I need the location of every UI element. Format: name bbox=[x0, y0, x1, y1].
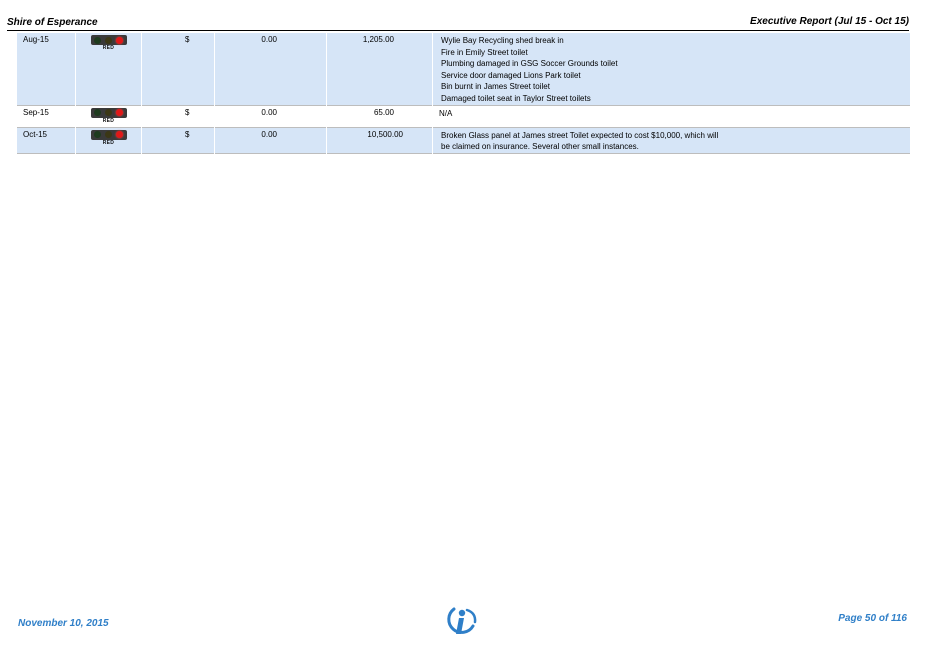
value1-cell: 0.00 bbox=[215, 105, 327, 127]
comment-line: be claimed on insurance. Several other small instances. bbox=[441, 142, 639, 152]
currency-cell: $ bbox=[142, 127, 215, 153]
comments-cell bbox=[433, 127, 911, 153]
currency-cell: $ bbox=[142, 105, 215, 127]
organisation-name: Shire of Esperance bbox=[7, 17, 98, 28]
comments-cell bbox=[433, 105, 911, 127]
status-cell bbox=[76, 127, 142, 153]
traffic-light-icon bbox=[91, 108, 127, 125]
traffic-light-icon bbox=[91, 35, 127, 52]
comment-line: Broken Glass panel at James street Toilet expected to cost $10,000, which will bbox=[441, 130, 719, 140]
footer-date: November 10, 2015 bbox=[18, 618, 109, 629]
value2-cell: 65.00 bbox=[327, 105, 433, 127]
status-label: RED bbox=[102, 45, 115, 51]
comment-line: Service door damaged Lions Park toilet bbox=[441, 70, 581, 80]
value2-cell: 1,205.00 bbox=[327, 33, 433, 105]
value1-cell: 0.00 bbox=[215, 33, 327, 105]
table-row bbox=[17, 127, 911, 153]
comment-line: Wylie Bay Recycling shed break in bbox=[441, 36, 564, 45]
comment-line: Fire in Emily Street toilet bbox=[441, 47, 528, 57]
comment-line: N/A bbox=[439, 108, 453, 118]
month-cell: Oct-15 bbox=[17, 127, 76, 153]
month-cell: Aug-15 bbox=[17, 33, 76, 105]
comment-line: Plumbing damaged in GSG Soccer Grounds toilet bbox=[441, 59, 618, 69]
table-row bbox=[17, 33, 911, 105]
comment-line: Damaged toilet seat in Taylor Street toilets bbox=[441, 93, 591, 103]
report-title: Executive Report (Jul 15 - Oct 15) bbox=[750, 16, 909, 27]
status-label: RED bbox=[102, 117, 115, 124]
incident-cost-table bbox=[16, 33, 911, 154]
status-cell bbox=[76, 105, 142, 127]
currency-cell: $ bbox=[142, 33, 215, 105]
value2-cell: 10,500.00 bbox=[327, 127, 433, 153]
page-number: Page 50 of 116 bbox=[838, 613, 907, 624]
header-divider bbox=[7, 30, 909, 31]
comment-line: Bin burnt in James Street toilet bbox=[441, 82, 550, 92]
status-label: RED bbox=[102, 139, 115, 146]
traffic-light-icon bbox=[91, 130, 127, 147]
month-cell: Sep-15 bbox=[17, 105, 76, 127]
comments-cell bbox=[433, 33, 911, 105]
status-cell bbox=[76, 33, 142, 105]
table-row bbox=[17, 105, 911, 127]
info-i-logo-icon bbox=[440, 604, 480, 638]
value1-cell: 0.00 bbox=[215, 127, 327, 153]
